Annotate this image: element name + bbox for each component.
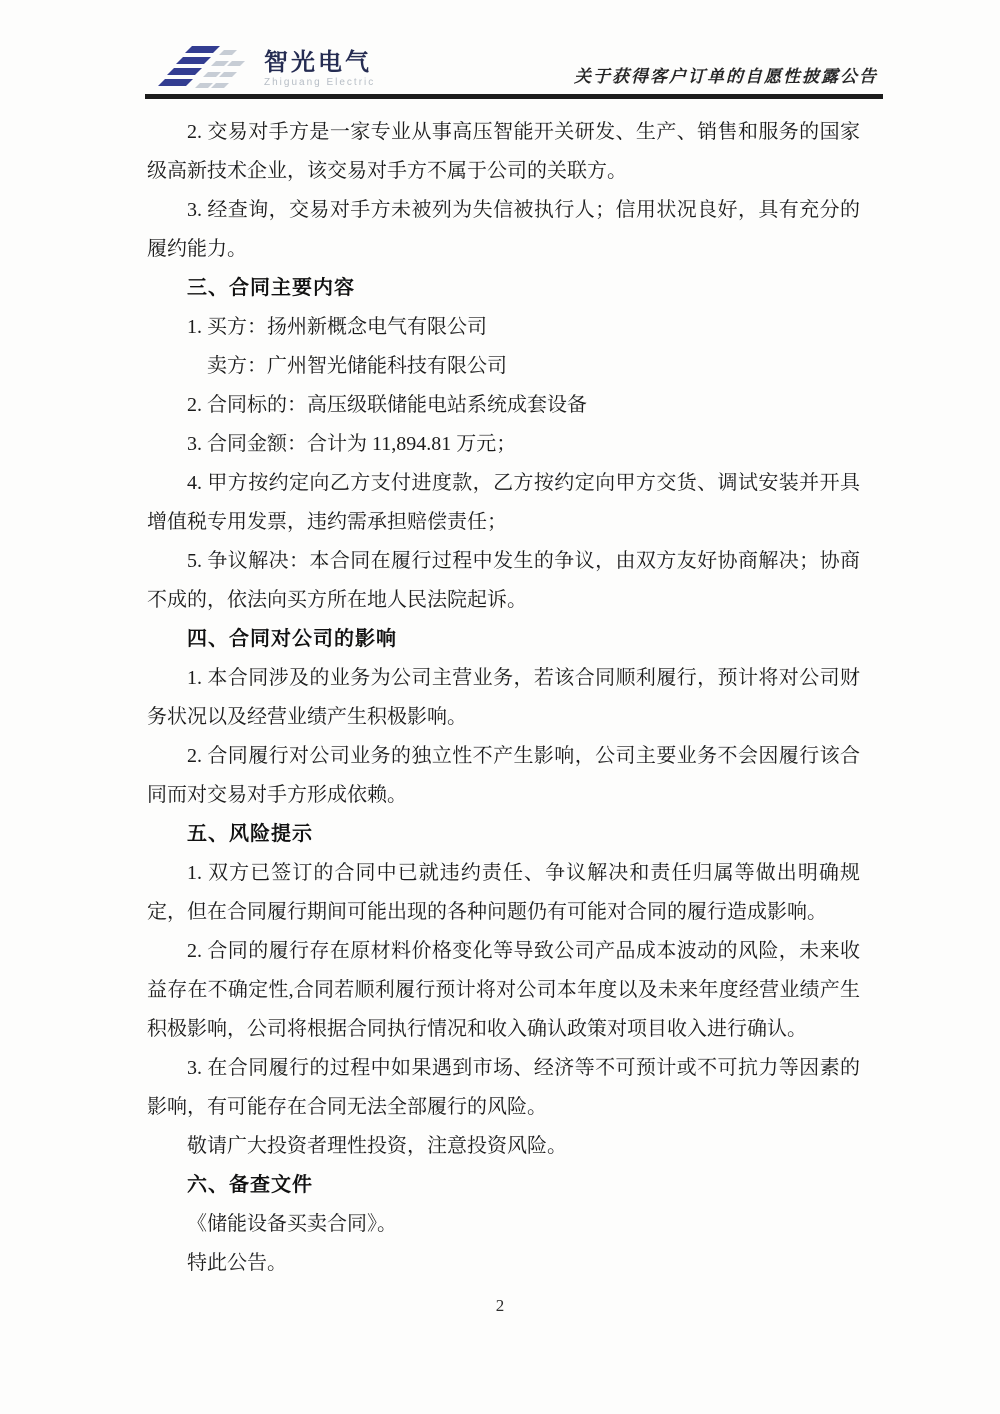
brand-name: 智光电气 [264, 49, 372, 76]
body-paragraph: 卖方：广州智光储能科技有限公司 [207, 355, 507, 377]
body-paragraph: 1. 买方：扬州新概念电气有限公司 [187, 316, 487, 338]
body-paragraph: 2. 合同履行对公司业务的独立性不产生影响，公司主要业务不会因履行该合同而对交易对手方形成依赖。 [147, 745, 860, 806]
page-number: 2 [495, 1296, 505, 1315]
section-heading: 六、备查文件 [187, 1174, 313, 1196]
body-paragraph: 敬请广大投资者理性投资，注意投资风险。 [187, 1135, 567, 1157]
body-paragraph: 4. 甲方按约定向乙方支付进度款，乙方按约定向甲方交货、调试安装并开具增值税专用发票，违约需承担赔偿责任； [147, 472, 860, 533]
section-heading: 四、合同对公司的影响 [187, 628, 397, 650]
body-paragraph: 3. 在合同履行的过程中如果遇到市场、经济等不可预计或不可抗力等因素的影响，有可能存在合同无法全部履行的风险。 [147, 1057, 860, 1118]
body-paragraph: 1. 本合同涉及的业务为公司主营业务，若该合同顺利履行，预计将对公司财务状况以及经营业绩产生积极影响。 [147, 667, 860, 728]
body-paragraph: 2. 合同的履行存在原材料价格变化等导致公司产品成本波动的风险，未来收益存在不确定性,合同若顺利履行预计将对公司本年度以及未来年度经营业绩产生积极影响，公司将根据合同执行情况和收入确认政策对项目收入进行确认。 [147, 940, 860, 1040]
body-paragraph: 5. 争议解决：本合同在履行过程中发生的争议，由双方友好协商解决；协商不成的，依法向买方所在地人民法院起诉。 [147, 550, 860, 611]
zhiguang-logo-icon [158, 42, 258, 98]
logo-ghost-bars [195, 50, 245, 88]
logo-blue-bars [158, 46, 220, 86]
page-footer [0, 1296, 1000, 1316]
body-paragraph: 2. 交易对手方是一家专业从事高压智能开关研发、生产、销售和服务的国家级高新技术企业，该交易对手方不属于公司的关联方。 [147, 121, 860, 182]
brand-text-block [264, 50, 375, 88]
header-divider [145, 94, 883, 99]
brand-name-english: Zhiguang Electric [264, 77, 376, 88]
section-heading: 三、合同主要内容 [187, 277, 355, 299]
company-logo [158, 42, 375, 98]
body-paragraph: 3. 合同金额：合计为 11,894.81 万元； [187, 433, 517, 455]
document-header-title: 关于获得客户订单的自愿性披露公告 [574, 67, 878, 86]
body-paragraph: 《储能设备买卖合同》。 [187, 1213, 397, 1235]
body-paragraph: 特此公告。 [187, 1252, 287, 1274]
document-body [147, 113, 860, 1283]
body-paragraph: 1. 双方已签订的合同中已就违约责任、争议解决和责任归属等做出明确规定，但在合同履行期间可能出现的各种问题仍有可能对合同的履行造成影响。 [147, 862, 860, 923]
body-paragraph: 3. 经查询，交易对手方未被列为失信被执行人；信用状况良好，具有充分的履约能力。 [147, 199, 860, 260]
section-heading: 五、风险提示 [187, 823, 313, 845]
body-paragraph: 2. 合同标的：高压级联储能电站系统成套设备 [187, 394, 587, 416]
